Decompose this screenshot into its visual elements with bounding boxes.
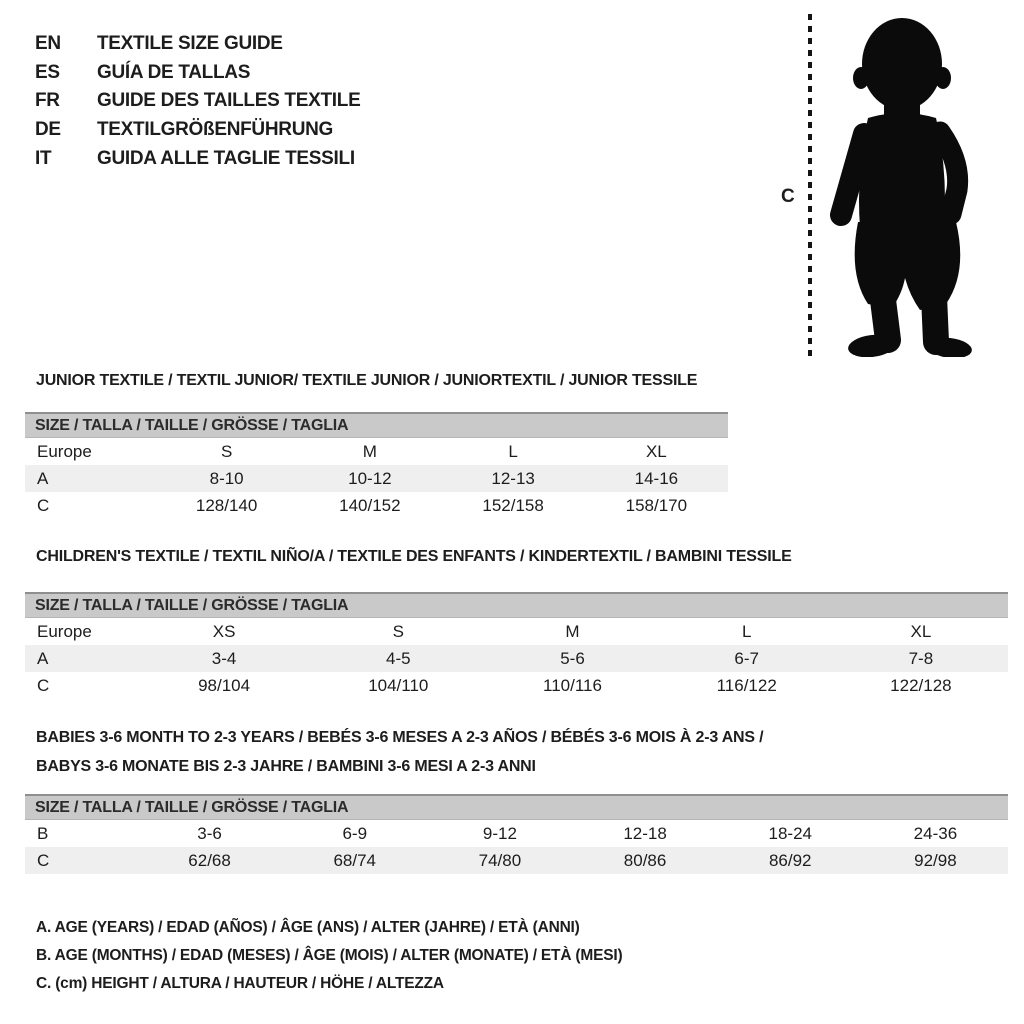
- size-header-bar: [25, 592, 1008, 618]
- row-label: C: [37, 675, 50, 695]
- table-cell: 152/158: [482, 495, 544, 515]
- table-cell: 86/92: [768, 850, 812, 870]
- table-row: [25, 820, 1008, 847]
- size-header-bar: [25, 794, 1008, 820]
- lang-title: GUIDE DES TAILLES TEXTILE: [97, 90, 361, 112]
- babies-size-table: [25, 794, 1008, 874]
- size-header-label: SIZE / TALLA / TAILLE / GRÖSSE / TAGLIA: [35, 416, 349, 434]
- table-cell: 62/68: [188, 850, 231, 870]
- column-header: M: [565, 621, 580, 641]
- table-cell: 9-12: [482, 823, 517, 843]
- lang-code: EN: [35, 33, 61, 55]
- junior-section-title: JUNIOR TEXTILE / TEXTIL JUNIOR/ TEXTILE JUNIOR / JUNIORTEXTIL / JUNIOR TESSILE: [36, 372, 698, 389]
- table-cell: 3-6: [197, 823, 222, 843]
- table-cell: 104/110: [368, 675, 429, 695]
- table-cell: 10-12: [348, 468, 392, 488]
- table-header-row: [25, 618, 1008, 645]
- column-header: Europe: [37, 621, 92, 641]
- legend-line-a: A. AGE (YEARS) / EDAD (AÑOS) / ÂGE (ANS) / ALTER (JAHRE) / ETÀ (ANNI): [36, 919, 580, 936]
- table-cell: 158/170: [625, 495, 688, 515]
- table-cell: 24-36: [913, 823, 958, 843]
- table-cell: 3-4: [211, 648, 237, 668]
- table-cell: 14-16: [634, 468, 679, 488]
- legend-line-b: B. AGE (MONTHS) / EDAD (MESES) / ÂGE (MOIS) / ALTER (MONATE) / ETÀ (MESI): [36, 947, 623, 964]
- row-label: C: [37, 850, 50, 870]
- height-measure-label: C: [781, 186, 795, 207]
- column-header: XS: [212, 621, 236, 641]
- babies-title-line1: BABIES 3-6 MONTH TO 2-3 YEARS / BEBÉS 3-6 MESES A 2-3 AÑOS / BÉBÉS 3-6 MOIS À 2-3 ANS /: [36, 729, 764, 746]
- legend-line-c: C. (cm) HEIGHT / ALTURA / HAUTEUR / HÖHE / ALTEZZA: [36, 975, 444, 992]
- table-cell: 4-5: [386, 648, 411, 668]
- lang-row-it: [35, 144, 360, 173]
- table-cell: 140/152: [339, 495, 401, 515]
- table-row: [25, 645, 1008, 672]
- table-row: [25, 672, 1008, 699]
- table-header-row: [25, 438, 728, 465]
- column-header: XL: [910, 621, 932, 641]
- lang-code: ES: [35, 61, 60, 83]
- lang-row-en: [35, 30, 360, 59]
- table-cell: 12-13: [491, 468, 535, 488]
- lang-title: TEXTILGRÖßENFÜHRUNG: [97, 119, 334, 141]
- table-cell: 8-10: [209, 468, 244, 488]
- table-cell: 74/80: [478, 850, 522, 870]
- table-cell: 68/74: [333, 850, 377, 870]
- row-label: A: [37, 468, 49, 488]
- column-header: L: [508, 441, 518, 461]
- column-header: Europe: [37, 441, 92, 461]
- lang-row-es: [35, 59, 360, 88]
- babies-title-line2: BABYS 3-6 MONATE BIS 2-3 JAHRE / BAMBINI 3-6 MESI A 2-3 ANNI: [36, 758, 536, 775]
- table-cell: 12-18: [623, 823, 667, 843]
- table-row: [25, 492, 728, 519]
- column-header: L: [741, 621, 752, 641]
- size-header-label: SIZE / TALLA / TAILLE / GRÖSSE / TAGLIA: [35, 798, 349, 816]
- junior-size-table: [25, 412, 728, 519]
- baby-silhouette-icon: [828, 12, 978, 357]
- table-cell: 98/104: [198, 675, 251, 695]
- column-header: S: [220, 441, 233, 461]
- babies-section-title: [36, 723, 763, 781]
- column-header: S: [392, 621, 404, 641]
- table-cell: 6-7: [734, 648, 759, 668]
- column-header: M: [362, 441, 377, 461]
- lang-title: GUIDA ALLE TAGLIE TESSILI: [97, 147, 355, 169]
- size-header-bar: [25, 412, 728, 438]
- children-size-table: [25, 592, 1008, 699]
- table-cell: 128/140: [195, 495, 258, 515]
- table-cell: 80/86: [623, 850, 667, 870]
- lang-row-de: [35, 116, 360, 145]
- size-header-label: SIZE / TALLA / TAILLE / GRÖSSE / TAGLIA: [35, 596, 349, 614]
- lang-title: GUÍA DE TALLAS: [97, 61, 251, 83]
- lang-title: TEXTILE SIZE GUIDE: [97, 33, 283, 55]
- column-header: XL: [645, 441, 667, 461]
- children-section-title: CHILDREN'S TEXTILE / TEXTIL NIÑO/A / TEXTILE DES ENFANTS / KINDERTEXTIL / BAMBINI TESSILE: [36, 548, 792, 565]
- table-cell: 122/128: [890, 675, 952, 695]
- lang-code: FR: [35, 90, 60, 112]
- table-cell: 5-6: [560, 648, 585, 668]
- table-cell: 6-9: [342, 823, 368, 843]
- row-label: C: [37, 495, 50, 515]
- lang-row-fr: [35, 87, 360, 116]
- measure-legend: [36, 914, 622, 998]
- table-cell: 110/116: [543, 675, 602, 695]
- table-row: [25, 847, 1008, 874]
- table-row: [25, 465, 728, 492]
- row-label: B: [37, 823, 49, 843]
- table-cell: 7-8: [908, 648, 934, 668]
- height-measure-dotted-line: [808, 14, 812, 358]
- lang-code: DE: [35, 119, 61, 141]
- lang-code: IT: [35, 147, 52, 169]
- table-cell: 116/122: [716, 675, 777, 695]
- table-cell: 92/98: [914, 850, 957, 870]
- table-cell: 18-24: [768, 823, 812, 843]
- language-title-list: [35, 30, 360, 173]
- row-label: A: [37, 648, 49, 668]
